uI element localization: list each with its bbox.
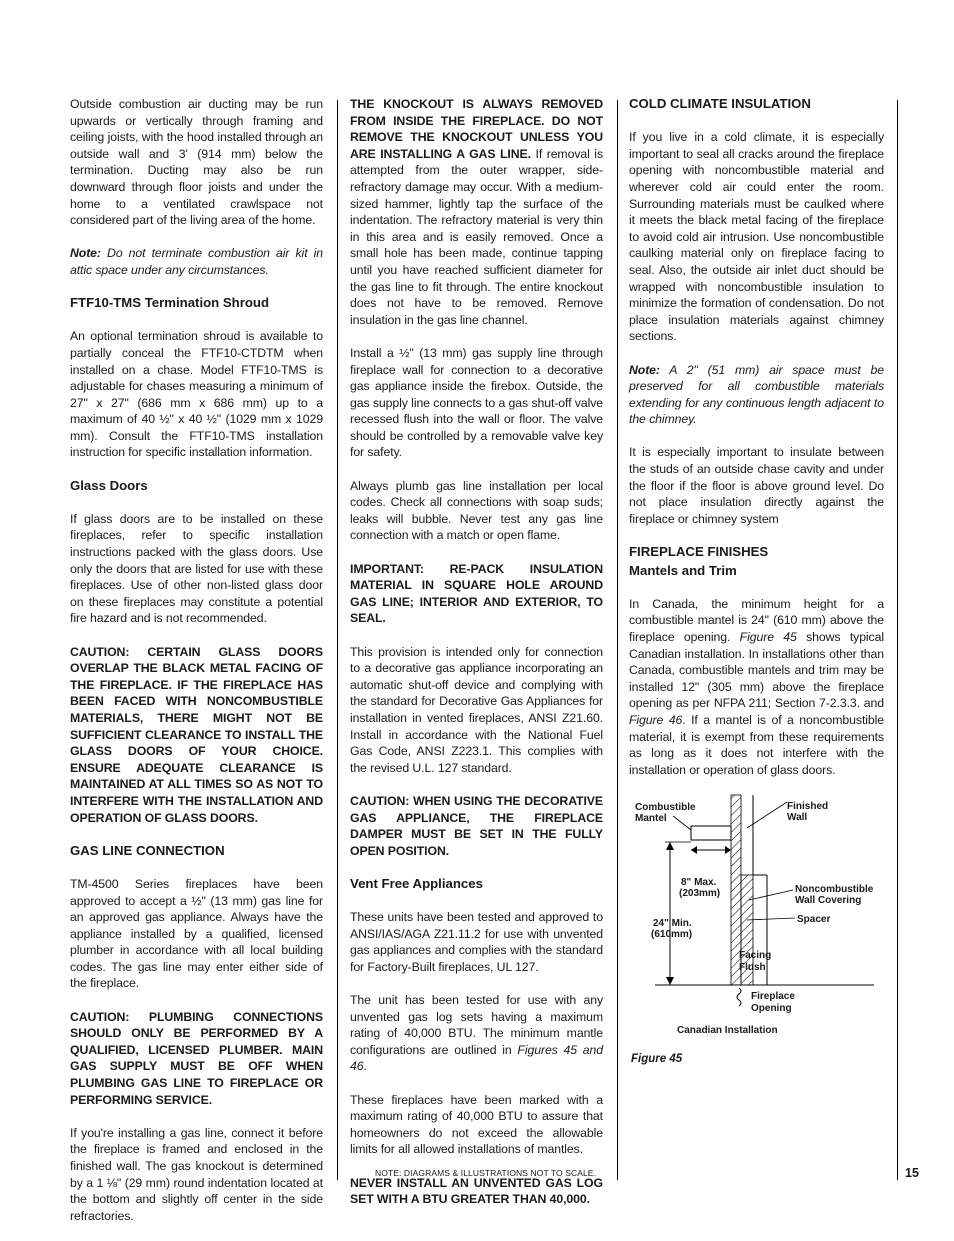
caution-glass-doors: CAUTION: CERTAIN GLASS DOORS OVERLAP THE BLACK METAL FACING OF THE FIREPLACE. IF THE FIREPLACE HAS BEEN FACED WITH NONCOMBUSTIBLE MATERIALS, THERE MIGHT NOT BE SUFFICIENT CLEARANCE TO INSTALL THE GLASS DOORS OF YOUR CHOICE. ENSURE ADEQUATE CLEARANCE IS MAINTAINED AT ALL TIMES SO AS NOT TO INTERFERE WITH THE INSTALLATION AND OPERATION OF GLASS DOORS. [70,644,323,825]
canada-text-b: shows typical Canadian installation. In installations other than Canada, combustible mantels and trim may be installed 12" (305 mm) above the fireplace opening as per NFPA 211; Section 7-2.3.3. and [629,630,884,711]
warning-never-install: NEVER INSTALL AN UNVENTED GAS LOG SET WITH A BTU GREATER THAN 40,000. [350,1175,603,1207]
paragraph-combustion-air: Outside combustion air ducting may be run upwards or vertically through framing and ceiling joists, with the hood installed through an outside wall and 3' (914 mm) below the termination. Ducting may also be run downward through floor joists and under the home to a ventilated crawlspace not considered part of the living area of the home. [70,97,323,228]
figure-46-ref: Figure 46 [629,712,683,727]
label-opening: Opening [751,1003,792,1014]
label-mantel: Mantel [635,813,667,824]
column-1 [70,96,323,1241]
paragraph-insulate: It is especially important to insulate between the studs of an outside chase cavity and under the floor if the floor is above ground level. Do not place insulation directly against the fireplace or chimney system [629,445,884,526]
label-203mm: (203mm) [679,888,721,899]
note-text: A 2" (51 mm) air space must be preserved for all combustible materials extending for any continuous length adjacent to the chimney. [629,362,884,427]
note-air-space [629,362,884,428]
unit-text-a: The unit has been tested for use with any unvented gas log sets having a maximum rating of 40,000 BTU. The minimum mantle configurations are outlined in [350,993,603,1057]
column-rule-2 [617,100,618,1180]
column-3 [629,96,884,795]
label-24-min: 24" Min. [653,918,692,929]
paragraph-tested: These units have been tested and approved to ANSI/IAS/AGA Z21.11.2 for use with unvented gas appliances and complies with the standard for Factory-Built fireplaces, UL 127. [350,910,603,974]
heading-cold-climate: COLD CLIMATE INSULATION [629,96,811,111]
note-label: Note: [70,246,101,261]
note-label: Note: [629,362,660,377]
label-fireplace: Fireplace [751,991,795,1002]
paragraph-knockout-removal [350,96,603,328]
label-610mm: (610mm) [651,929,693,940]
page-number: 15 [905,1166,919,1180]
paragraph-marked: These fireplaces have been marked with a maximum rating of 40,000 BTU to assure that homeowners do not exceed the allowable limits for all allowed installations of mantles. [350,1092,603,1157]
label-combustible: Combustible [635,802,696,813]
figures-ref: Figures 45 and 46 [350,1042,603,1074]
heading-glass-doors: Glass Doors [70,477,148,493]
label-noncombustible: Noncombustible [795,884,874,895]
paragraph-knockout: If you're installing a gas line, connect it before the fireplace is framed and enclosed in the finished wall. The gas knockout is determined by a 1 ⅛" (29 mm) round indentation located at the bottom and slightly off center in the side refractories. [70,1125,323,1223]
figure-45-ref: Figure 45 [739,630,797,644]
label-facing: Facing [739,950,772,961]
paragraph-plumb-codes: Always plumb gas line installation per local codes. Check all connections with soap suds; leaks will bubble. Never test any gas line connection with a match or open flame. [350,478,603,543]
canada-text-c: . If a mantel is of a noncombustible material, it is exempt from these requirements as long as it does not interfere with the installation or operation of glass doors. [629,712,884,777]
column-2 [350,96,603,1224]
heading-vent-free: Vent Free Appliances [350,875,483,891]
mantel-shape [691,826,731,840]
important-repack: IMPORTANT: RE-PACK INSULATION MATERIAL IN SQUARE HOLE AROUND GAS LINE; INTERIOR AND EXTERIOR, TO SEAL. [350,561,603,626]
knockout-text: If removal is attempted from the outer wrapper, side-refractory damage may occur. With a medium-sized hammer, lightly tap the surface of the indentation. The refractory material is very thin in this area and is easily removed. Once a small hole has been made, continue tapping until you have reached sufficient diameter for the gas line to fit through. The entire knockout does not have to be removed. Remove insulation in the gas line channel. [350,146,603,327]
column-rule-1 [337,100,338,1180]
paragraph-shroud: An optional termination shroud is available to partially conceal the FTF10-CTDTM when installed on a chase. Model FTF10-TMS is adjustable for chases measuring a minimum of 27" x 27" (686 mm x 686 mm) up to a maximum of 40 ½" x 40 ½" (1029 mm x 1029 mm). Consult the FTF10-TMS installation instruction for specific installation information. [70,329,323,460]
paragraph-provision: This provision is intended only for connection to a decorative gas appliance incorporating an automatic shut-off device and complying with the standard for Decorative Gas Appliances for installation in vented fireplaces, ANSI Z21.60. Install in accordance with the National Fuel Gas Code, ANSI Z223.1. This complies with the revised U.L. 127 standard. [350,644,603,775]
heading-gas-line: GAS LINE CONNECTION [70,842,225,858]
heading-fireplace-finishes: FIREPLACE FINISHES [629,544,769,560]
figure-45-caption: Figure 45 [631,1053,683,1065]
heading-termination-shroud: FTF10-TMS Termination Shroud [70,295,270,311]
note-text: Do not terminate combustion air kit in attic space under any circumstances. [70,246,323,277]
unit-text-b: . [363,1059,367,1074]
figure-45-diagram [629,790,899,1080]
note-crawlspace [70,245,323,278]
label-8-max: 8" Max. [681,877,717,888]
paragraph-cold-climate: If you live in a cold climate, it is especially important to seal all cracks around the fireplace opening with noncombustible material and wherever cold air could enter the room. Surrounding materials must be caulked where it meets the black metal facing of the fireplace to avoid cold air intrusion. Use noncombustible caulking material only on fireplace facing to seal. Also, the outside air inlet duct should be wrapped with noncombustible insulation to minimize the formation of condensation. Do not place insulation materials against chimney sections. [629,130,884,344]
caution-plumbing: CAUTION: PLUMBING CONNECTIONS SHOULD ONLY BE PERFORMED BY A QUALIFIED, LICENSED PLUMBER. MAIN GAS SUPPLY MUST BE OFF WHEN PLUMBING GAS LINE TO FIREPLACE OR PERFORMING SERVICE. [70,1009,323,1107]
canada-text-a: In Canada, the minimum height for a combustible mantel is 24" (610 mm) above the fireplace opening. [629,596,884,644]
label-flush: Flush [739,962,766,973]
paragraph-canada [629,596,884,779]
knockout-warning: THE KNOCKOUT IS ALWAYS REMOVED FROM INSIDE THE FIREPLACE. DO NOT REMOVE THE KNOCKOUT UNLESS YOU ARE INSTALLING A GAS LINE. [350,97,603,161]
paragraph-unit-tested [350,992,603,1075]
label-spacer: Spacer [797,914,831,925]
label-canadian-installation: Canadian Installation [677,1025,778,1036]
paragraph-gas-supply: Install a ½" (13 mm) gas supply line through fireplace wall for connection to a decorative gas appliance inside the firebox. Outside, the gas supply line connects to a gas shut-off valve recessed flush into the wall or floor. The valve should be controlled by a removable valve key for safety. [350,345,603,460]
heading-mantels-trim: Mantels and Trim [629,562,737,578]
label-wall: Wall [787,812,808,823]
label-finished: Finished [787,801,829,812]
footer-note: NOTE: DIAGRAMS & ILLUSTRATIONS NOT TO SCALE. [375,1168,597,1178]
caution-damper: CAUTION: WHEN USING THE DECORATIVE GAS APPLIANCE, THE FIREPLACE DAMPER MUST BE SET IN THE FULLY OPEN POSITION. [350,793,603,858]
paragraph-gas-line: TM-4500 Series fireplaces have been approved to accept a ½" (13 mm) gas line for an approved gas appliance. Always have the appliance installed by a qualified, licensed plumber in accordance with all local building codes. The gas line may enter either side of the fireplace. [70,876,323,991]
paragraph-glass-doors: If glass doors are to be installed on these fireplaces, refer to specific installation instructions packed with the glass doors. Use only the doors that are listed for use with these fireplaces. Use of other non-listed glass door on these fireplaces may constitute a potential fire hazard and is not recommended. [70,511,323,626]
label-wall-covering: Wall Covering [795,895,862,906]
